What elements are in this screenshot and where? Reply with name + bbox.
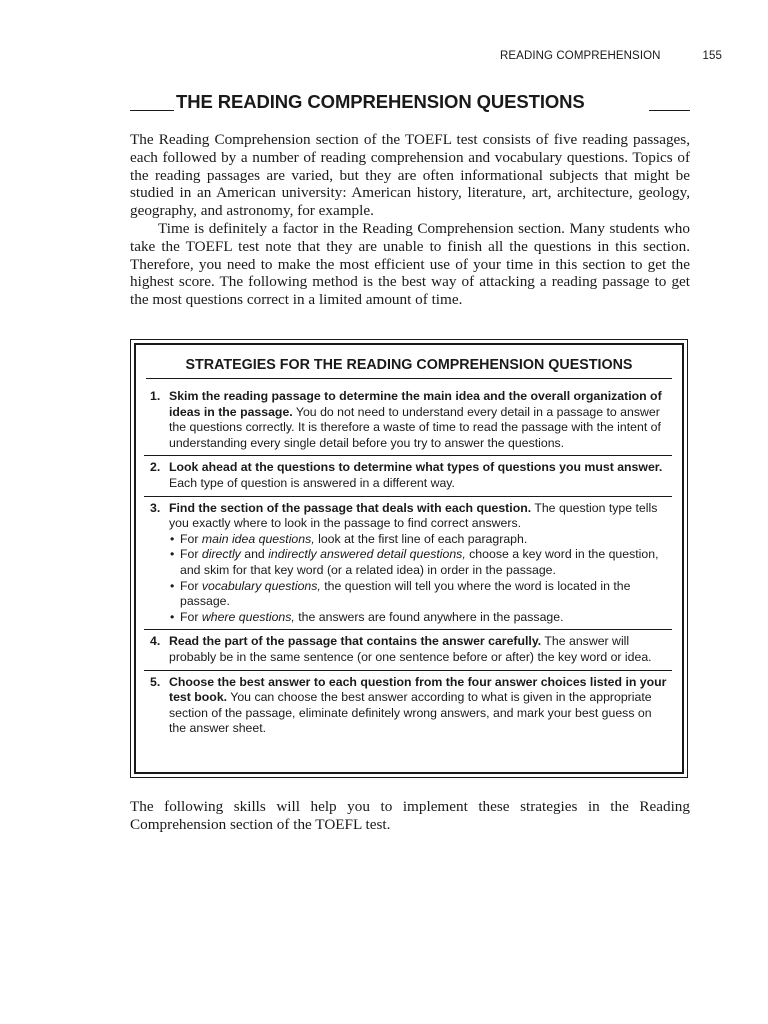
strategy-number: 3.	[150, 500, 161, 515]
strategies-box-inner	[134, 343, 684, 774]
bullet-text: For	[180, 609, 202, 624]
strategies-title: STRATEGIES FOR THE READING COMPREHENSION QUESTIONS	[185, 357, 633, 373]
strategies-title-rule	[146, 378, 672, 379]
title-rule-right	[649, 110, 690, 111]
strategy-number: 2.	[150, 460, 161, 475]
bullet-item	[169, 579, 672, 610]
strategy-text: The answer will probably be in the same sentence (or one sentence before or after) the key word or idea.	[169, 634, 652, 664]
title-rule-left	[130, 110, 174, 111]
bullet-item	[169, 532, 672, 548]
bullet-item	[169, 547, 672, 578]
question-type-bullets	[169, 532, 672, 626]
closing-paragraph: The following skills will help you to implement these strategies in the Reading Comprehension section of the TOEFL test.	[130, 798, 690, 833]
bullet-item	[169, 610, 672, 626]
bullet-dot-icon: •	[170, 531, 175, 546]
strategy-lead: Skim the reading passage to determine the main idea and the overall organization of ideas in the passage.	[169, 389, 662, 419]
bullet-text: For	[180, 547, 202, 562]
intro-paragraph-1: The Reading Comprehension section of the TOEFL test consists of five reading passages, each followed by a number of reading comprehension and vocabulary questions. Topics of the reading passages are varied, but they are often informational subjects that might be studied in an American university: American history, literature, art, architecture, geology, geography, and astronomy, for example.	[130, 131, 690, 220]
bullet-text: For	[180, 578, 202, 593]
strategies-list	[144, 389, 672, 745]
bullet-text: the question will tell you where the word is located in the passage.	[180, 578, 631, 609]
bullet-emphasis: vocabulary questions,	[201, 578, 321, 593]
strategy-text: Each type of question is answered in a different way.	[169, 475, 455, 490]
running-head-section: READING COMPREHENSION	[500, 50, 661, 62]
bullet-text: the answers are found anywhere in the passage.	[294, 609, 564, 624]
bullet-emphasis: indirectly answered detail questions,	[268, 547, 466, 562]
section-title-block	[130, 91, 690, 117]
intro-text	[130, 131, 690, 309]
strategy-text: The question type tells you exactly where to look in the passage to find correct answers.	[169, 500, 658, 531]
bullet-emphasis: directly	[201, 547, 241, 562]
strategy-lead: Look ahead at the questions to determine what types of questions you must answer.	[169, 460, 663, 475]
strategy-number: 5.	[150, 674, 161, 689]
bullet-text: For	[180, 531, 202, 546]
strategy-item	[144, 460, 672, 496]
strategy-lead: Find the section of the passage that deals with each question.	[169, 500, 532, 515]
strategy-text: You do not need to understand every detail in a passage to answer the questions correctly. It is therefore a waste of time to read the passage with the intent of understanding every single detail before you try to answer the questions.	[169, 404, 661, 450]
bullet-dot-icon: •	[170, 547, 175, 562]
page-number: 155	[702, 50, 722, 62]
strategy-lead: Read the part of the passage that contains the answer carefully.	[169, 634, 542, 649]
bullet-text: choose a key word in the question, and skim for that key word (or a related idea) in order in the passage.	[180, 547, 659, 577]
strategy-number: 4.	[150, 634, 161, 649]
strategy-item	[144, 389, 672, 456]
strategy-number: 1.	[150, 389, 161, 403]
strategy-item	[144, 634, 672, 670]
intro-paragraph-2: Time is definitely a factor in the Reading Comprehension section. Many students who take the TOEFL test note that they are unable to finish all the questions in this section. Therefore, you need to make the most efficient use of your time in this section to get the highest score. The following method is the best way of attacking a reading passage to get the most questions correct in a limited amount of time.	[130, 219, 690, 309]
strategy-text: You can choose the best answer according to what is given in the appropriate section of the passage, eliminate definitely wrong answers, and mark your best guess on the answer sheet.	[169, 690, 652, 736]
bullet-dot-icon: •	[170, 609, 175, 624]
page-title: THE READING COMPREHENSION QUESTIONS	[176, 91, 585, 112]
bullet-text: and	[240, 547, 269, 562]
bullet-emphasis: main idea questions,	[201, 531, 315, 546]
bullet-emphasis: where questions,	[201, 609, 295, 624]
bullet-dot-icon: •	[170, 578, 175, 593]
strategy-item	[144, 675, 672, 741]
bullet-text: look at the first line of each paragraph.	[314, 531, 528, 546]
strategies-box	[130, 339, 688, 778]
strategy-item	[144, 501, 672, 631]
strategy-lead: Choose the best answer to each question from the four answer choices listed in your test book.	[169, 674, 667, 705]
